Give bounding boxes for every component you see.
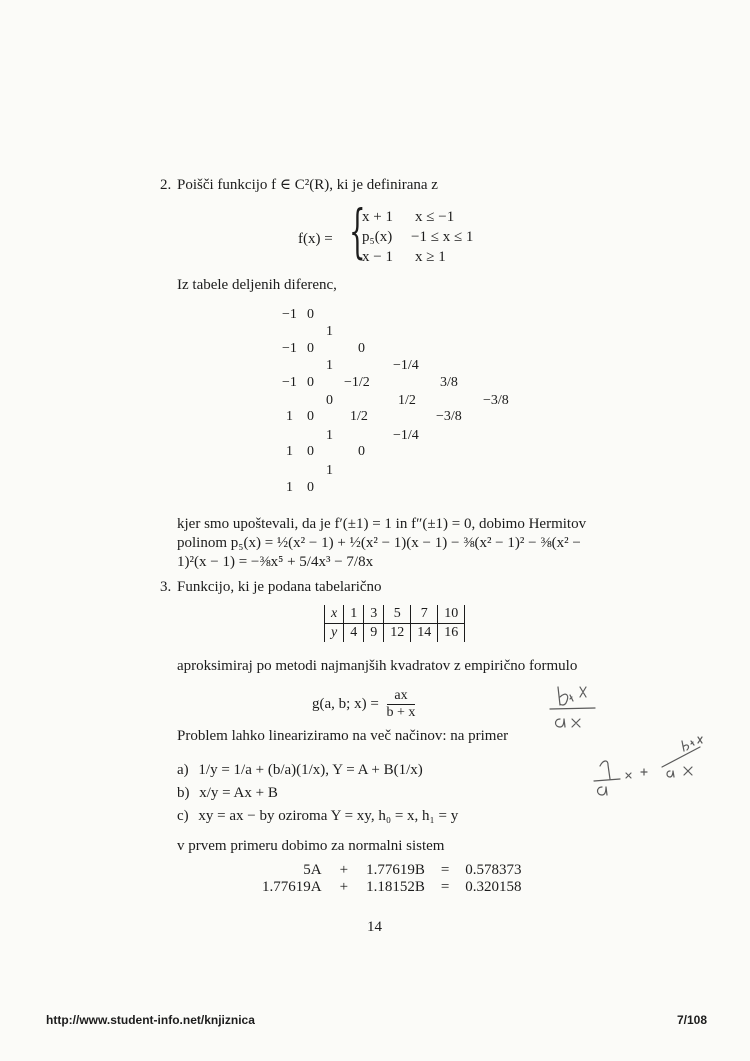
- cell-y: 9: [364, 624, 384, 643]
- cell-x: 3: [364, 605, 384, 624]
- cell-y: 4: [344, 624, 364, 643]
- cell-x: 7: [411, 605, 438, 624]
- dd-f: 0: [307, 480, 314, 495]
- piecewise-lhs: f(x) =: [298, 231, 333, 247]
- case-2-expr: p₅(x): [362, 229, 393, 245]
- dd-f: 0: [307, 307, 314, 322]
- sys-r2-eq: =: [440, 879, 450, 895]
- dd-d2: −1/2: [344, 375, 370, 390]
- option-b-label: b): [177, 785, 190, 801]
- piecewise-brace: {: [349, 197, 366, 265]
- dd-d1: 1: [326, 428, 333, 443]
- option-a-label: a): [177, 762, 189, 778]
- dd-d1: 1: [326, 324, 333, 339]
- empirical-formula: [312, 688, 415, 721]
- data-table: [324, 605, 465, 642]
- sys-r2-r: 0.320158: [465, 879, 522, 895]
- sys-r1-eq: =: [440, 862, 450, 878]
- handwriting-b-over-ax: [662, 737, 702, 777]
- sys-r1-a: 5A: [303, 862, 322, 878]
- option-a: [177, 760, 423, 780]
- cell-x: 10: [438, 605, 465, 624]
- problem-3-intro: Funkcijo, ki je podana tabelarično: [177, 579, 382, 595]
- sys-r1-op: +: [339, 862, 349, 878]
- option-c-label: c): [177, 808, 189, 824]
- dd-f: 0: [307, 375, 314, 390]
- problem-2-number: 2.: [160, 177, 172, 193]
- dd-d4: −3/8: [436, 409, 462, 424]
- cell-x: 5: [384, 605, 411, 624]
- dd-f: 0: [307, 409, 314, 424]
- dd-d1: 0: [326, 393, 333, 408]
- formula-numerator: ax: [387, 688, 416, 705]
- dd-d2: 0: [358, 444, 365, 459]
- footer-page: 7/108: [677, 1013, 708, 1027]
- page-number: 14: [367, 919, 382, 935]
- dd-f: 0: [307, 341, 314, 356]
- dd-d3: −1/4: [393, 428, 419, 443]
- dd-x: 1: [286, 444, 293, 459]
- linearize-text: Problem lahko lineariziramo na več načinov: na primer: [177, 728, 509, 744]
- cell-y: 16: [438, 624, 465, 643]
- case-3-expr: x − 1: [362, 249, 393, 265]
- dd-x: 1: [286, 409, 293, 424]
- handwritten-notes: [520, 675, 720, 815]
- dd-x: 1: [286, 480, 293, 495]
- handwriting-denominator: [556, 719, 581, 727]
- normal-system-intro: v prvem primeru dobimo za normalni sistem: [177, 838, 445, 854]
- dd-x: −1: [282, 307, 297, 322]
- case-3-cond: x ≥ 1: [415, 249, 446, 265]
- row-x-label: x: [325, 605, 344, 624]
- handwriting-plus: [641, 769, 647, 775]
- dd-x: −1: [282, 341, 297, 356]
- sys-r2-a: 1.77619A: [262, 879, 322, 895]
- case-1-cond: x ≤ −1: [415, 209, 455, 225]
- dd-f: 0: [307, 444, 314, 459]
- option-c-text: xy = ax − by oziroma Y = xy, h₀ = x, h₁ = y: [198, 808, 459, 824]
- formula-denominator: b + x: [386, 705, 416, 720]
- conclusion-line-2: polinom p₅(x) = ½(x² − 1) + ½(x² − 1)(x − 1) − ⅜(x² − 1)² − ⅜(x² −: [177, 535, 581, 551]
- handwriting-x: [626, 773, 631, 778]
- dd-d1: 1: [326, 463, 333, 478]
- conclusion-line-3: 1)²(x − 1) = −⅜x⁵ + 5/4x³ − 7/8x: [177, 554, 374, 570]
- option-b-text: x/y = Ax + B: [199, 785, 278, 801]
- sys-r1-b: 1.77619B: [366, 862, 425, 878]
- case-1-expr: x + 1: [362, 209, 393, 225]
- dd-d3: −1/4: [393, 358, 419, 373]
- problem-3-number: 3.: [160, 579, 172, 595]
- conclusion-line-1: kjer smo upoštevali, da je f′(±1) = 1 in f″(±1) = 0, dobimo Hermitov: [177, 516, 587, 532]
- dd-d4: 3/8: [440, 375, 458, 390]
- dd-d1: 1: [326, 358, 333, 373]
- option-c: [177, 806, 458, 826]
- option-b: [177, 783, 278, 803]
- normal-system: [262, 862, 522, 896]
- option-a-text: 1/y = 1/a + (b/a)(1/x), Y = A + B(1/x): [198, 762, 423, 778]
- table-intro: Iz tabele deljenih diferenc,: [177, 277, 337, 293]
- footer-url[interactable]: http://www.student-info.net/knjiznica: [46, 1013, 255, 1027]
- cell-y: 14: [411, 624, 438, 643]
- approx-text: aproksimiraj po metodi najmanjših kvadratov z empirično formulo: [177, 658, 578, 674]
- formula-fraction: [387, 688, 416, 721]
- problem-2-intro: Poišči funkcijo f ∈ C²(R), ki je definirana z: [177, 177, 438, 193]
- dd-d3: 1/2: [398, 393, 416, 408]
- row-y-label: y: [325, 624, 344, 643]
- dd-d2: 1/2: [350, 409, 368, 424]
- formula-lhs: g(a, b; x) =: [312, 695, 379, 712]
- handwriting-fraction-bar: [550, 708, 595, 709]
- sys-r1-r: 0.578373: [465, 862, 522, 878]
- cell-y: 12: [384, 624, 411, 643]
- handwriting-numerator: [558, 687, 586, 705]
- case-2-cond: −1 ≤ x ≤ 1: [411, 229, 474, 245]
- cell-x: 1: [344, 605, 364, 624]
- dd-x: −1: [282, 375, 297, 390]
- dd-d5: −3/8: [483, 393, 509, 408]
- handwriting-fraction: [594, 761, 620, 795]
- sys-r2-b: 1.18152B: [366, 879, 425, 895]
- dd-d2: 0: [358, 341, 365, 356]
- sys-r2-op: +: [339, 879, 349, 895]
